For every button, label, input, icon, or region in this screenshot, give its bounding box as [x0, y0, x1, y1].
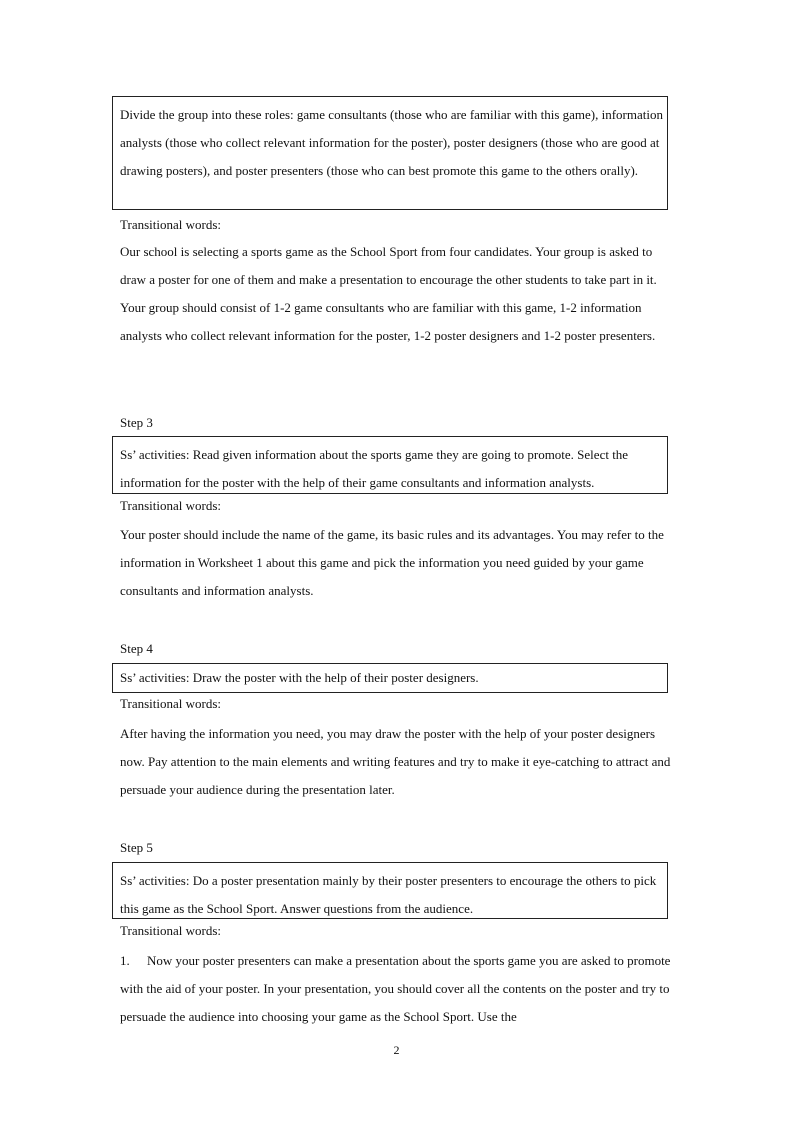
page-number: 2 — [393, 1043, 400, 1057]
step5-list-item — [120, 947, 672, 1031]
step3-transitional-text: Your poster should include the name of the game, its basic rules and its advantages. You may refer to the information in Worksheet 1 about this game and pick the information you need guided by your game consultants and information analysts. — [120, 527, 664, 598]
step5-item-number: 1. — [120, 953, 130, 968]
step5-activities-text: Ss’ activities: Do a poster presentation mainly by their poster presenters to encourage the others to pick this game as the School Sport. Answer questions from the audience. — [120, 873, 657, 916]
step2-transitional-text: Our school is selecting a sports game as the School Sport from four candidates. Your group is asked to draw a poster for one of them and make a presentation to encourage the other students to take part in it. Your group should consist of 1-2 game consultants who are familiar with this game, 1-2 information analysts who collect relevant information for the poster, 1-2 poster designers and 1-2 poster presenters. — [120, 244, 657, 343]
step5-item-text: Now your poster presenters can make a presentation about the sports game you are asked to promote with the aid of your poster. In your presentation, you should cover all the contents on the poster and try to persuade the audience into choosing your game as the School Sport. Use the — [120, 953, 671, 1024]
step3-activities-box — [112, 436, 668, 494]
step2-activities-box — [112, 96, 668, 210]
step4-activities-text: Ss’ activities: Draw the poster with the help of their poster designers. — [120, 670, 479, 685]
step4-transitional-label: Transitional words: — [120, 696, 221, 711]
step5-heading: Step 5 — [120, 840, 153, 855]
step4-heading: Step 4 — [120, 641, 153, 656]
step4-transitional-text: After having the information you need, you may draw the poster with the help of your poster designers now. Pay attention to the main elements and writing features and try to make it eye-catching to attract and persuade your audience during the presentation later. — [120, 726, 671, 797]
step4-activities-box — [112, 663, 668, 693]
step2-transitional-label: Transitional words: — [120, 217, 221, 232]
step5-transitional-label: Transitional words: — [120, 923, 221, 938]
step3-activities-text: Ss’ activities: Read given information about the sports game they are going to promote. Select the information for the poster with the help of their game consultants and information analysts. — [120, 447, 629, 490]
step5-activities-box — [112, 862, 668, 919]
step3-transitional-label: Transitional words: — [120, 498, 221, 513]
step2-activities-text: Divide the group into these roles: game consultants (those who are familiar with this game), information analysts (those who collect relevant information for the poster), poster designers (those who are good at drawing posters), and poster presenters (those who can best promote this game to the others orally). — [120, 107, 663, 178]
step3-heading: Step 3 — [120, 415, 153, 430]
